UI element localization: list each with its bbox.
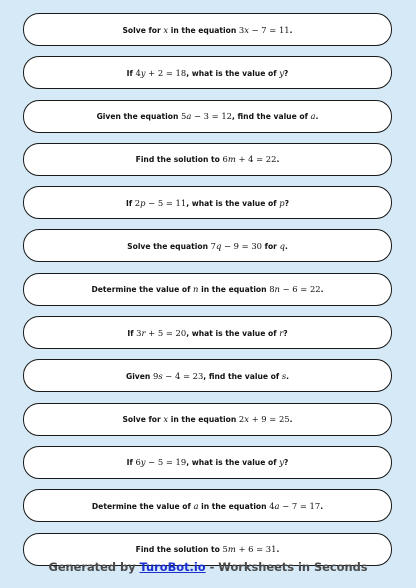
question-card xyxy=(23,403,392,436)
math-expression: 3x − 7 = 11 xyxy=(238,24,290,35)
math-expression: x xyxy=(163,24,169,35)
math-expression: 4y + 2 = 18 xyxy=(135,67,187,78)
question-card xyxy=(23,316,392,349)
math-expression: r xyxy=(279,327,284,338)
question-text: Find the solution to 6m + 4 = 22. xyxy=(135,154,280,165)
math-expression: 2x + 9 = 25 xyxy=(238,414,290,425)
question-text: If 6y − 5 = 19, what is the value of y? xyxy=(126,457,289,468)
math-expression: 4a − 7 = 17 xyxy=(269,500,321,511)
question-card xyxy=(23,359,392,392)
question-text: Determine the value of n in the equation 8n − 6 = 22. xyxy=(91,284,324,295)
math-expression: 6m + 4 = 22 xyxy=(222,154,277,165)
math-expression: 2p − 5 = 11 xyxy=(134,197,187,208)
math-expression: y xyxy=(279,457,284,468)
question-text: Solve the equation 7q − 9 = 30 for q. xyxy=(127,240,288,251)
question-card xyxy=(23,186,392,219)
math-expression: 3r + 5 = 20 xyxy=(136,327,187,338)
question-card xyxy=(23,100,392,133)
question-text: If 2p − 5 = 11, what is the value of p? xyxy=(126,197,289,208)
math-expression: 7q − 9 = 30 xyxy=(210,240,263,251)
math-expression: s xyxy=(281,370,287,381)
math-expression: 9s − 4 = 23 xyxy=(152,370,204,381)
footer-prefix: Generated by xyxy=(48,560,140,574)
math-expression: 6y − 5 = 19 xyxy=(135,457,187,468)
math-expression: p xyxy=(279,197,285,208)
math-expression: x xyxy=(163,414,169,425)
math-expression: n xyxy=(193,284,199,295)
question-card xyxy=(23,446,392,479)
question-card xyxy=(23,56,392,89)
question-text: Given 9s − 4 = 23, find the value of s. xyxy=(125,370,290,381)
question-text: Find the solution to 5m + 6 = 31. xyxy=(135,544,280,555)
math-expression: 8n − 6 = 22 xyxy=(269,284,321,295)
math-expression: y xyxy=(279,67,284,78)
math-expression: q xyxy=(279,240,285,251)
question-card xyxy=(23,489,392,522)
footer-credit xyxy=(0,560,416,574)
math-expression: 5a − 3 = 12 xyxy=(181,111,233,122)
question-list xyxy=(23,13,392,576)
question-card xyxy=(23,229,392,262)
question-text: Given the equation 5a − 3 = 12, find the value of a. xyxy=(96,111,319,122)
turobot-link[interactable]: TuroBot.io xyxy=(139,560,206,574)
question-card xyxy=(23,13,392,46)
question-text: Solve for x in the equation 3x − 7 = 11. xyxy=(122,24,293,35)
question-text: If 3r + 5 = 20, what is the value of r? xyxy=(127,327,288,338)
question-text: Solve for x in the equation 2x + 9 = 25. xyxy=(122,414,293,425)
math-expression: 5m + 6 = 31 xyxy=(222,544,277,555)
question-text: If 4y + 2 = 18, what is the value of y? xyxy=(126,67,289,78)
question-card xyxy=(23,143,392,176)
footer-suffix: - Worksheets in Seconds xyxy=(205,560,368,574)
question-text: Determine the value of a in the equation 4a − 7 = 17. xyxy=(91,500,324,511)
question-card xyxy=(23,273,392,306)
math-expression: a xyxy=(193,500,199,511)
math-expression: a xyxy=(310,111,316,122)
